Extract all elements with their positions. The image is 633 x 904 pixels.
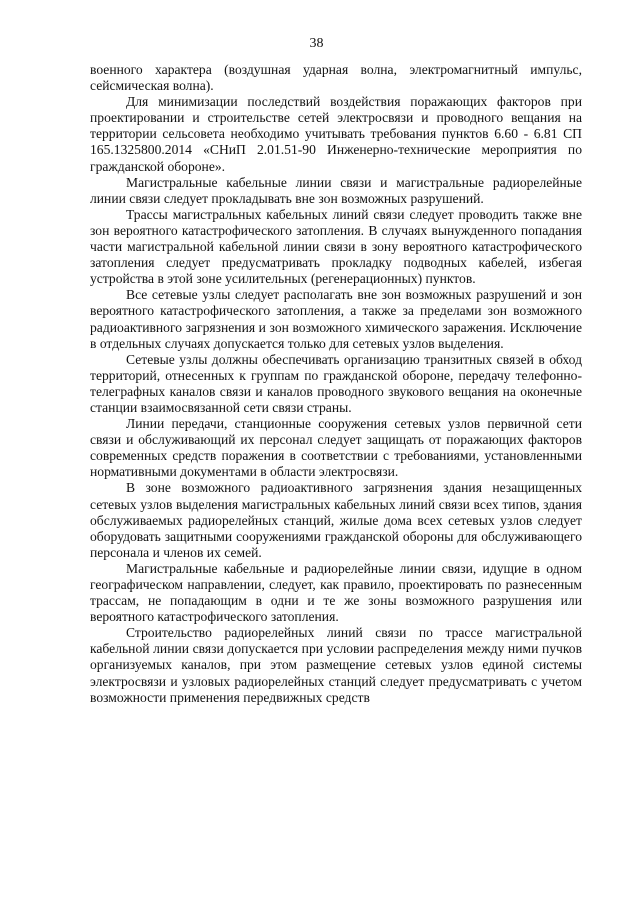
paragraph-2: Для минимизации последствий воздействия поражающих факторов при проектировании и строительстве сетей электросвязи и проводного вещания на территории сельсовета необходимо учитывать требования пунктов 6.60 - 6.81 СП 165.1325800.2014 «СНиП 2.01.51-90 Инженерно-технические мероприятия по гражданской обороне». — [90, 94, 582, 174]
paragraph-5: Все сетевые узлы следует располагать вне зон возможных разрушений и зон вероятного катастрофического затопления, а также за пределами зон возможного радиоактивного загрязнения и зон возможного химического заражения. Исключение в отдельных случаях допускается только для сетевых узлов выделения. — [90, 287, 582, 351]
paragraph-3: Магистральные кабельные линии связи и магистральные радиорелейные линии связи следует прокладывать вне зон возможных разрушений. — [90, 174, 582, 206]
paragraph-9: Магистральные кабельные и радиорелейные линии связи, идущие в одном географическом направлении, следует, как правило, проектировать по разнесенным трассам, не попадающим в одни и те же зоны возможного разрушения или вероятного катастрофического затопления. — [90, 560, 582, 625]
paragraph-7: Линии передачи, станционные сооружения сетевых узлов первичной сети связи и обслуживающий их персонал следует защищать от поражающих факторов современных средств поражения в соответствии с требованиями, установленными нормативными документами в области электросвязи. — [90, 416, 582, 480]
document-body — [90, 62, 582, 706]
paragraph-4: Трассы магистральных кабельных линий связи следует проводить также вне зон вероятного катастрофического затопления. В случаях вынужденного попадания части магистральной кабельной линии связи в зону вероятного катастрофического затопления следует предусматривать прокладку подводных кабелей, избегая устройства в этой зоне усилительных (регенерационных) пунктов. — [90, 206, 582, 287]
page-number: 38 — [309, 36, 324, 51]
paragraph-6: Сетевые узлы должны обеспечивать организацию транзитных связей в обход территорий, отнесенных к группам по гражданской обороне, передачу телефонно-телеграфных каналов связи и каналов проводного звукового вещания на оконечные станции взаимосвязанной сети связи страны. — [90, 351, 582, 415]
paragraph-10: Строительство радиорелейных линий связи по трассе магистральной кабельной линии связи допускается при условии распределения между ними пучков организуемых каналов, при этом размещение сетевых узлов единой системы электросвязи и узловых радиорелейных станций следует предусматривать с учетом возможности применения передвижных средств — [90, 625, 582, 705]
paragraph-8: В зоне возможного радиоактивного загрязнения здания незащищенных сетевых узлов выделения магистральных кабельных линий связи всех типов, здания обслуживаемых радиорелейных станций, жилые дома всех сетевых узлов следует оборудовать защитными сооружениями гражданской обороны для обслуживающего персонала и членов их семей. — [90, 480, 582, 560]
paragraph-1: военного характера (воздушная ударная волна, электромагнитный импульс, сейсмическая волна). — [90, 62, 582, 94]
